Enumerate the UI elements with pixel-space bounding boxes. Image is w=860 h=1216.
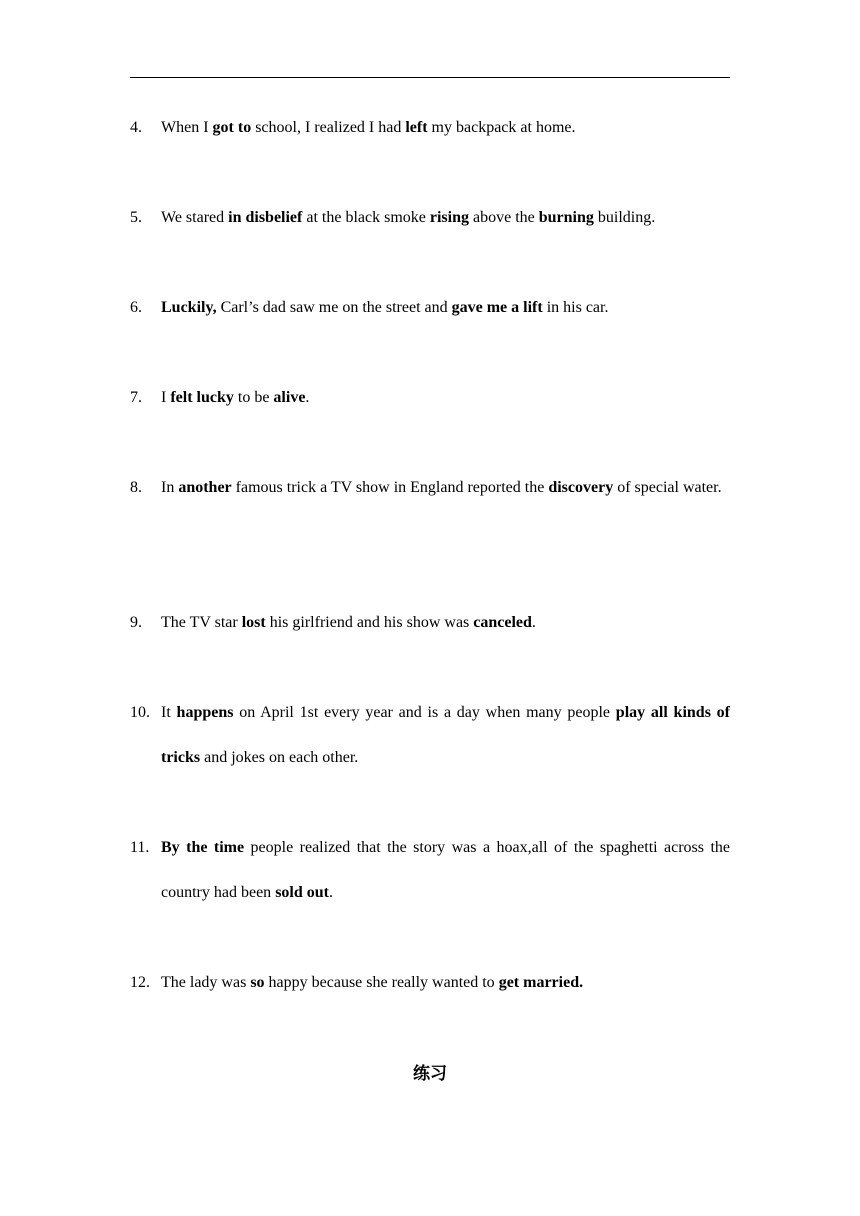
keyword-phrase: so: [250, 974, 265, 991]
sentence-fragment: The TV star: [161, 614, 242, 631]
sentence-number: 4.: [130, 119, 142, 136]
sentence-fragment: happy because she really wanted to: [264, 974, 499, 991]
sentence-text: [161, 600, 730, 645]
sentence-number: 9.: [130, 614, 142, 631]
sentence-item: [130, 285, 730, 330]
keyword-phrase: get married.: [498, 974, 584, 991]
sentence-text: [161, 285, 730, 330]
sentence-fragment: his girlfriend and his show was: [265, 614, 474, 631]
sentence-number: 11.: [130, 839, 150, 856]
sentence-number: 8.: [130, 479, 142, 496]
keyword-phrase: happens: [176, 704, 234, 721]
sentence-item: [130, 825, 730, 915]
sentence-fragment: to be: [233, 389, 274, 406]
sentence-fragment: building.: [593, 209, 656, 226]
keyword-phrase: alive: [273, 389, 306, 406]
sentence-fragment: We stared: [161, 209, 229, 226]
sentence-item: [130, 960, 730, 1005]
keyword-phrase: rising: [429, 209, 469, 226]
sentence-item: [130, 105, 730, 150]
sentence-item: [130, 600, 730, 645]
sentence-fragment: of special water.: [613, 479, 722, 496]
sentence-fragment: at the black smoke: [302, 209, 430, 226]
keyword-phrase: sold out: [275, 884, 329, 901]
sentence-text: [161, 195, 730, 240]
sentence-text: [161, 105, 730, 150]
keyword-phrase: By the time: [161, 839, 245, 856]
sentence-fragment: When I: [161, 119, 213, 136]
sentence-text: [161, 690, 730, 780]
sentence-fragment: Carl’s dad saw me on the street and: [216, 299, 452, 316]
sentence-item: [130, 690, 730, 780]
sentence-fragment: It: [161, 704, 177, 721]
sentence-fragment: .: [328, 884, 333, 901]
header-rule: [130, 77, 730, 78]
sentence-text: [161, 375, 730, 420]
sentence-fragment: school, I realized I had: [251, 119, 406, 136]
sentence-fragment: and jokes on each other.: [200, 749, 359, 766]
sentence-fragment: above the: [469, 209, 539, 226]
sentence-number: 6.: [130, 299, 142, 316]
section-title: 练习: [413, 1064, 447, 1084]
keyword-phrase: canceled: [473, 614, 532, 631]
keyword-phrase: play all kinds of tricks: [161, 704, 731, 766]
sentence-text: [161, 825, 730, 915]
keyword-phrase: got to: [212, 119, 252, 136]
sentence-item: [130, 195, 730, 240]
keyword-phrase: left: [405, 119, 428, 136]
sentence-fragment: in his car.: [542, 299, 609, 316]
sentence-fragment: The lady was: [161, 974, 251, 991]
sentence-fragment: famous trick a TV show in England reported the: [231, 479, 549, 496]
keyword-phrase: burning: [538, 209, 594, 226]
sentence-text: [161, 960, 730, 1005]
sentence-item: [130, 375, 730, 420]
sentence-number: 5.: [130, 209, 142, 226]
sentence-fragment: on April 1st every year and is a day when many people: [233, 704, 616, 721]
keyword-phrase: another: [178, 479, 232, 496]
sentence-number: 12.: [130, 974, 150, 991]
sentence-fragment: people realized that the story was a hoax,all of the spaghetti across the country had been: [161, 839, 731, 901]
sentence-fragment: In: [161, 479, 179, 496]
sentence-text: [161, 465, 730, 510]
sentence-fragment: .: [305, 389, 310, 406]
keyword-phrase: Luckily,: [161, 299, 217, 316]
sentence-fragment: I: [161, 389, 171, 406]
keyword-phrase: in disbelief: [228, 209, 303, 226]
keyword-phrase: discovery: [548, 479, 614, 496]
sentence-fragment: my backpack at home.: [427, 119, 576, 136]
keyword-phrase: lost: [241, 614, 266, 631]
keyword-phrase: felt lucky: [170, 389, 234, 406]
sentence-fragment: .: [531, 614, 536, 631]
sentence-item: [130, 465, 730, 510]
sentence-number: 10.: [130, 704, 150, 721]
keyword-phrase: gave me a lift: [451, 299, 543, 316]
sentence-number: 7.: [130, 389, 142, 406]
